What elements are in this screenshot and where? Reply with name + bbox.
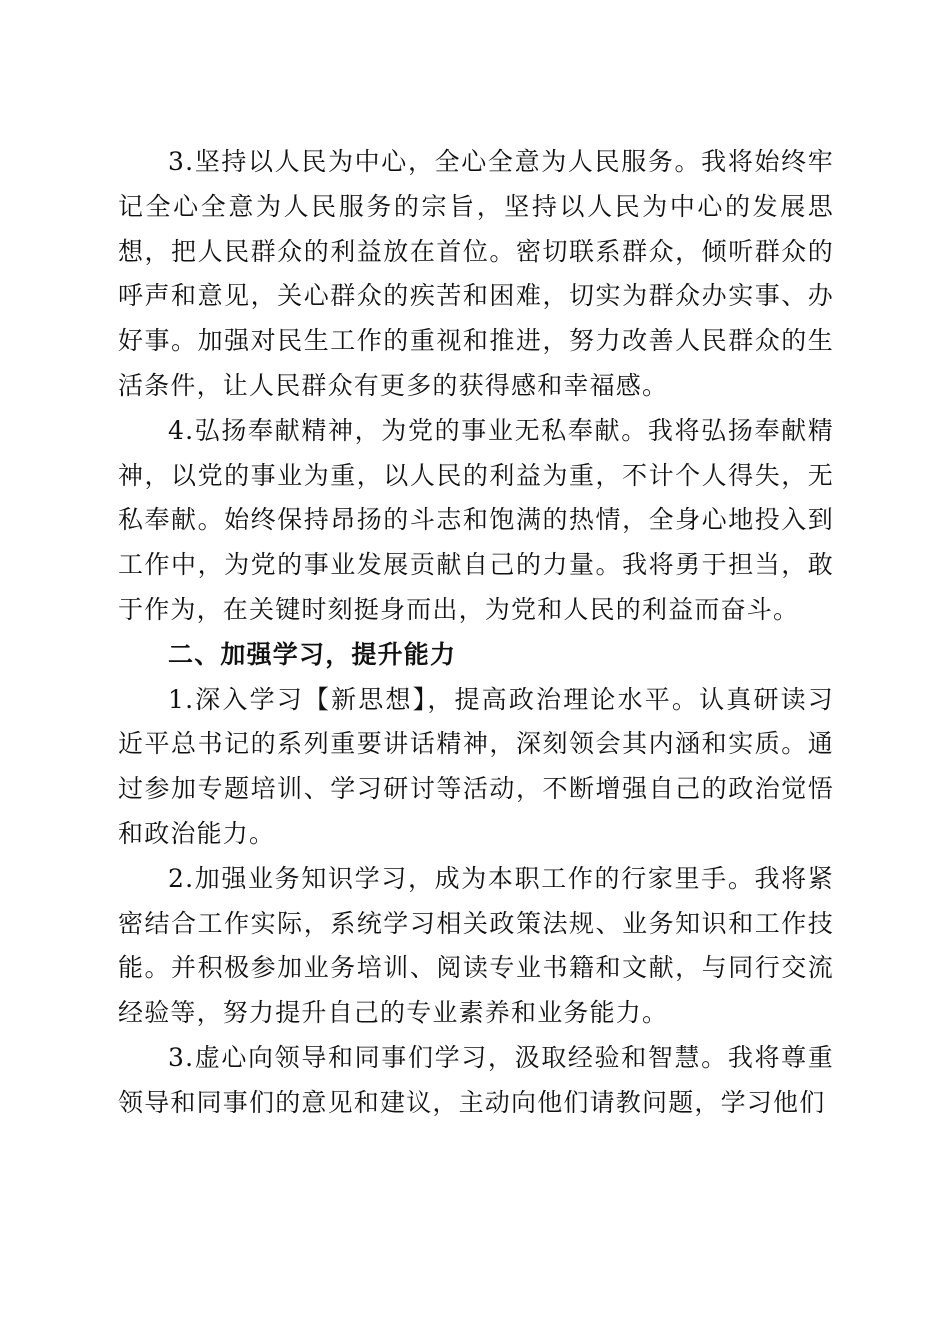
paragraph-business-knowledge: 2.加强业务知识学习，成为本职工作的行家里手。我将紧密结合工作实际，系统学习相关政策法规、业务知识和工作技能。并积极参加业务培训、阅读专业书籍和文献，与同行交流经验等，努力提升自己的专业素养和业务能力。 bbox=[118, 863, 834, 1028]
paragraph-learn-from-colleagues: 3.虚心向领导和同事们学习，汲取经验和智慧。我将尊重领导和同事们的意见和建议，主动向他们请教问题，学习他们 bbox=[118, 1042, 834, 1117]
paragraph-political-theory: 1.深入学习【新思想】，提高政治理论水平。认真研读习近平总书记的系列重要讲话精神，深刻领会其内涵和实质。通过参加专题培训、学习研讨等活动，不断增强自己的政治觉悟和政治能力。 bbox=[118, 684, 834, 848]
paragraph-dedication: 4.弘扬奉献精神，为党的事业无私奉献。我将弘扬奉献精神，以党的事业为重，以人民的利益为重，不计个人得失，无私奉献。始终保持昂扬的斗志和饱满的热情，全身心地投入到工作中，为党的事业发展贡献自己的力量。我将勇于担当，敢于作为，在关键时刻挺身而出，为党和人民的利益而奋斗。 bbox=[118, 415, 834, 624]
section-heading-study: 二、加强学习，提升能力 bbox=[168, 639, 457, 669]
paragraph-serve-people: 3.坚持以人民为中心，全心全意为人民服务。我将始终牢记全心全意为人民服务的宗旨，坚持以人民为中心的发展思想，把人民群众的利益放在首位。密切联系群众，倾听群众的呼声和意见，关心群众的疾苦和困难，切实为群众办实事、办好事。加强对民生工作的重视和推进，努力改善人民群众的生活条件，让人民群众有更多的获得感和幸福感。 bbox=[118, 147, 834, 400]
document-body bbox=[118, 140, 834, 1126]
